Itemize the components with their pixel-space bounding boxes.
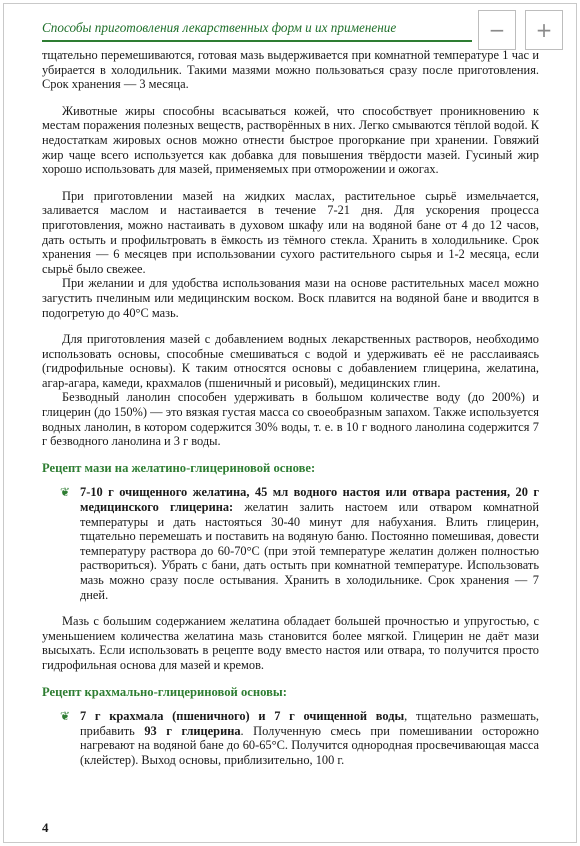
recipe-instructions: желатин залить настоем или отваром комнатной температуры и дать настояться 30-40 минут для набухания. Влить глицерин, тщательно перемешать и поставить на водяную баню. Постоянно помешивая, довести температуру раствора до 60-70°С (при этой температуре желатин должен полностью раствориться). Убрать с бани, дать остыть при комнатной температуре. Использовать мазь можно сразу после остывания. Хранить в холодильнике. Срок хранения — 7 дней. — [80, 500, 539, 602]
recipe-ingredients: 7 г крахмала (пшеничного) и 7 г очищенной воды — [80, 709, 405, 724]
paragraph: При желании и для удобства использования мази на основе растительных масел можно загустить пчелиным или медицинским воском. Воск плавится на водяной бане и вводится в подогретую до 40°С мазь. — [42, 276, 539, 320]
leaf-bullet-icon: ❦ — [60, 709, 71, 724]
page-content — [42, 48, 539, 768]
paragraph: Для приготовления мазей с добавлением водных лекарственных растворов, необходимо использовать основы, способные смешиваться с водой и удерживать её не расслаиваясь (гидрофильные основы). К таким относятся основы с добавлением глицерина, желатина, агар-агара, камеди, крахмалов (пшеничный и рисовый), медицинских глин. — [42, 332, 539, 390]
paragraph: При приготовлении мазей на жидких маслах, растительное сырьё измельчается, заливается маслом и настаивается в течение 7-21 дня. Для ускорения процесса приготовления, можно настаивать в духовом шкафу или на водяной бане от 4 до 12 часов, дать остыть и профильтровать в ёмкость из тёмного стекла. Хранить в холодильнике. Срок хранения — 6 месяцев при использовании сухого растительного сырья и 1-2 месяца, если сырьё было свежее. — [42, 188, 539, 276]
paragraph: Безводный ланолин способен удерживать в большом количестве воду (до 200%) и глицерин (до 150%) — это вязкая густая масса со своеобразным запахом. Также используется водных ланолин, в котором содержится 30% воды, т. е. в 10 г водного ланолина содержится 7 г безводного ланолина и 3 г воды. — [42, 390, 539, 449]
recipe-ingredients: 93 г глицерина — [144, 723, 241, 738]
leaf-bullet-icon: ❦ — [60, 485, 71, 500]
zoom-out-button[interactable] — [478, 10, 516, 50]
plus-icon: + — [535, 18, 553, 42]
running-header: Способы приготовления лекарственных форм и их применение — [42, 18, 472, 42]
recipe-item — [42, 485, 539, 602]
recipe-instructions: , тщательно размешать, прибавить — [80, 709, 540, 738]
page-number: 4 — [42, 820, 49, 835]
recipe-instructions: . Полученную смесь при помешивании осторожно нагревают на водяной бане до 60-65°С. Получится однородная просвечивающая масса (клейстер). Выход основы, приблизительно, 100 г. — [80, 723, 540, 767]
zoom-in-button[interactable] — [525, 10, 563, 50]
recipe-heading: Рецепт мази на желатино-глицериновой основе: — [42, 460, 316, 475]
recipe-heading: Рецепт крахмально-глицериновой основы: — [42, 684, 287, 699]
paragraph: Мазь с большим содержанием желатина обладает большей прочностью и упругостью, с уменьшением количества желатина мазь становится более мягкой. Глицерин не даёт мази высыхать. Если использовать в рецепте воду вместо настоя или отвара, то получится просто гидрофильная основа для мазей и кремов. — [42, 614, 539, 672]
recipe-ingredients: 7-10 г очищенного желатина, 45 мл водного настоя или отвара растения, 20 г медицинского глицерина: — [80, 485, 539, 515]
recipe-item — [42, 709, 539, 767]
minus-icon: − — [488, 18, 506, 42]
paragraph: тщательно перемешиваются, готовая мазь выдерживается при комнатной температуре 1 час и убирается в холодильник. Такими мазями можно пользоваться сразу после приготовления. Срок хранения — 3 месяца. — [42, 48, 539, 92]
paragraph: Животные жиры способны всасываться кожей, что способствует проникновению к местам поражения полезных веществ, растворённых в них. Легко смываются тёплой водой. К недостаткам жировых основ можно отнести быстрое прогоркание при хранении. Говяжий жир чаще всего используется как добавка для повышения твёрдости мазей. Гусиный жир хорошо использовать для мазей, применяемых при отморожении и ожогах. — [42, 103, 539, 177]
